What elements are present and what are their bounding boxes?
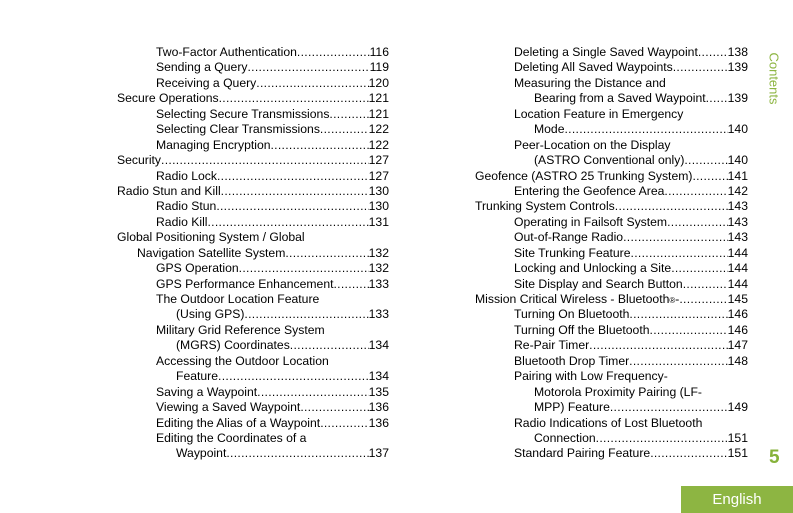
toc-entry[interactable] (117, 76, 389, 91)
dot-leader (629, 307, 727, 322)
toc-entry-title: Military Grid Reference System (156, 322, 325, 337)
toc-page-number: 134 (368, 369, 389, 384)
toc-entry-title: Turning Off the Bluetooth (514, 322, 650, 337)
dot-leader (334, 277, 369, 292)
dot-leader (631, 246, 728, 261)
toc-entry-suffix: - (675, 292, 680, 306)
toc-entry-title: Operating in Failsoft System (514, 214, 668, 229)
dot-leader (216, 199, 368, 214)
toc-page-number: 151 (727, 446, 748, 461)
toc-entry-title: Radio Stun (156, 199, 217, 214)
toc-entry-title: (ASTRO Conventional only) (534, 153, 685, 168)
toc-page-number: 133 (368, 307, 389, 322)
toc-entry-title: (MGRS) Coordinates (176, 338, 290, 353)
dot-leader (256, 76, 368, 91)
dot-leader (207, 215, 368, 230)
toc-entry-title: Feature (176, 369, 219, 384)
toc-entry[interactable] (475, 416, 748, 447)
toc-entry-title: Saving a Waypoint (156, 384, 258, 399)
toc-page-number: 127 (368, 153, 389, 168)
toc-column-left (117, 45, 389, 462)
dot-leader (271, 138, 369, 153)
toc-page-number: 143 (727, 214, 748, 229)
dot-leader (320, 122, 369, 137)
dot-leader (161, 153, 369, 168)
dot-leader (217, 169, 369, 184)
toc-entry-title: Trunking System Controls (475, 199, 615, 214)
toc-page-number: 138 (727, 45, 748, 59)
dot-leader (239, 261, 369, 276)
toc-entry-title: Global Positioning System / Global (117, 230, 305, 245)
toc-entry[interactable] (475, 169, 748, 184)
dot-leader (285, 246, 368, 261)
toc-entry-title: Receiving a Query (156, 75, 257, 90)
toc-entry[interactable] (117, 215, 389, 230)
toc-entry-title: GPS Operation (156, 261, 239, 276)
toc-entry[interactable] (117, 431, 389, 462)
toc-entry-title: Managing Encryption (156, 137, 271, 152)
toc-entry[interactable] (475, 307, 748, 322)
toc-page-number: 148 (727, 353, 748, 368)
toc-entry-title: MPP) Feature (534, 400, 610, 415)
toc-entry-title: Bluetooth Drop Timer (514, 353, 630, 368)
toc-entry[interactable] (117, 45, 389, 60)
dot-leader (596, 431, 728, 446)
toc-entry-title: Measuring the Distance and (514, 75, 666, 90)
toc-entry-title: Entering the Geofence Area (514, 183, 665, 198)
toc-entry-title: Turning On Bluetooth (514, 307, 630, 322)
toc-page-number: 144 (727, 276, 748, 291)
toc-page-number: 142 (727, 183, 748, 198)
dot-leader (615, 199, 728, 214)
toc-entry-title: Connection (534, 430, 596, 445)
toc-entry[interactable] (475, 277, 748, 292)
toc-entry-title: Accessing the Outdoor Location (156, 353, 329, 368)
toc-entry[interactable] (117, 277, 389, 292)
dot-leader (679, 292, 727, 307)
language-tab[interactable]: English (681, 486, 793, 513)
toc-entry-title: Deleting a Single Saved Waypoint (514, 45, 698, 59)
toc-page-number: 135 (368, 384, 389, 399)
toc-entry-title: Location Feature in Emergency (514, 106, 684, 121)
dot-leader (692, 169, 727, 184)
toc-entry-title: Security (117, 153, 162, 168)
toc-entry-title: Mission Critical Wireless - Bluetooth (475, 292, 670, 306)
toc-page-number: 132 (368, 261, 389, 276)
toc-page-number: 136 (368, 400, 389, 415)
toc-entry-title: Standard Pairing Feature (514, 446, 651, 461)
dot-leader (650, 446, 727, 461)
toc-page-number: 139 (727, 60, 748, 75)
toc-entry-title: Re-Pair Timer (514, 338, 590, 353)
toc-entry-title: Site Trunking Feature (514, 245, 631, 260)
toc-entry-title: Radio Lock (156, 168, 217, 183)
contents-side-tab-label: Contents (766, 51, 782, 105)
toc-column-right (475, 45, 748, 462)
toc-entry-title: Deleting All Saved Waypoints (514, 60, 673, 75)
toc-entry-title: Out-of-Range Radio (514, 230, 624, 245)
toc-page-number: 127 (368, 168, 389, 183)
toc-page-number: 120 (368, 75, 389, 90)
toc-entry[interactable] (117, 261, 389, 276)
toc-entry-title: GPS Performance Enhancement (156, 276, 334, 291)
dot-leader (257, 385, 368, 400)
toc-page-number: 130 (368, 199, 389, 214)
toc-entry[interactable] (117, 385, 389, 400)
toc-entry-title: Selecting Secure Transmissions (156, 106, 330, 121)
toc-entry-title: Navigation Satellite System (137, 245, 286, 260)
toc-page-number: 132 (368, 245, 389, 260)
dot-leader (650, 323, 728, 338)
toc-page-number: 146 (727, 307, 748, 322)
toc-entry-title: Motorola Proximity Pairing (LF- (534, 384, 702, 399)
toc-page-number: 143 (727, 230, 748, 245)
toc-page-number: 141 (727, 168, 748, 183)
toc-entry-title: Radio Stun and Kill (117, 183, 221, 198)
dot-leader (671, 261, 727, 276)
toc-entry[interactable] (117, 107, 389, 122)
toc-entry-title: Waypoint (176, 446, 227, 461)
toc-page-number: 116 (369, 45, 389, 59)
dot-leader (219, 91, 369, 106)
toc-page-number: 140 (727, 153, 748, 168)
toc-entry[interactable] (117, 153, 389, 168)
toc-entry[interactable] (475, 215, 748, 230)
toc-entry-title: Locking and Unlocking a Site (514, 261, 672, 276)
toc-entry-title: Radio Kill (156, 214, 208, 229)
toc-entry-title: Editing the Coordinates of a (156, 430, 307, 445)
dot-leader (221, 184, 369, 199)
toc-entry[interactable] (117, 91, 389, 106)
dot-leader (589, 338, 727, 353)
dot-leader (684, 153, 727, 168)
toc-entry[interactable] (475, 323, 748, 338)
toc-entry-title: Bearing from a Saved Waypoint (534, 91, 706, 106)
toc-entry[interactable] (117, 169, 389, 184)
dot-leader (247, 60, 369, 75)
page-number: 5 (769, 447, 780, 468)
toc-entry[interactable] (475, 246, 748, 261)
toc-entry[interactable] (117, 416, 389, 431)
toc-entry-title: Site Display and Search Button (514, 276, 683, 291)
toc-entry-title: Editing the Alias of a Waypoint (156, 415, 321, 430)
dot-leader (329, 107, 368, 122)
toc-entry[interactable] (475, 107, 748, 138)
toc-page-number: 121 (368, 106, 389, 121)
toc-entry[interactable] (117, 323, 389, 354)
toc-entry-title: Secure Operations (117, 91, 219, 106)
toc-page-number: 151 (727, 430, 748, 445)
dot-leader (683, 277, 728, 292)
toc-entry-title: Peer-Location on the Display (514, 137, 671, 152)
toc-page-number: 130 (368, 183, 389, 198)
dot-leader (673, 60, 728, 75)
dot-leader (290, 338, 369, 353)
toc-page-number: 144 (727, 261, 748, 276)
toc-page-number: 119 (369, 60, 389, 75)
toc-page-number: 147 (727, 338, 748, 353)
toc-page-number: 137 (368, 446, 389, 461)
dot-leader (667, 215, 728, 230)
dot-leader (629, 354, 728, 369)
dot-leader (664, 184, 727, 199)
toc-page-number: 122 (368, 122, 389, 137)
toc-entry[interactable] (117, 292, 389, 323)
dot-leader (320, 416, 368, 431)
contents-side-tab[interactable] (762, 48, 786, 108)
toc-entry-title: Mode (534, 122, 565, 137)
toc-entry-title: Selecting Clear Transmissions (156, 122, 320, 137)
toc-page-number: 140 (727, 122, 748, 137)
dot-leader (565, 122, 728, 137)
toc-entry[interactable] (117, 138, 389, 153)
toc-page-number: 122 (368, 137, 389, 152)
toc-entry[interactable] (117, 354, 389, 385)
toc-entry[interactable] (117, 230, 389, 261)
dot-leader (226, 446, 368, 461)
toc-entry[interactable] (117, 400, 389, 415)
toc-page-number: 144 (727, 245, 748, 260)
toc-entry[interactable] (117, 184, 389, 199)
toc-entry[interactable] (475, 338, 748, 353)
toc-entry[interactable] (475, 354, 748, 369)
toc-entry[interactable] (475, 45, 748, 60)
toc-page-number: 133 (368, 276, 389, 291)
toc-entry-title: Sending a Query (156, 60, 248, 75)
toc-entry[interactable]: Mission Critical Wireless - Bluetooth ® - ..... 145 (475, 292, 748, 307)
toc-entry[interactable] (475, 230, 748, 245)
toc-entry[interactable] (475, 138, 748, 169)
dot-leader (706, 91, 728, 106)
toc-entry[interactable] (475, 446, 748, 461)
dot-leader (218, 369, 369, 384)
toc-page-number: 149 (727, 400, 748, 415)
toc-entry[interactable] (475, 369, 748, 415)
toc-entry[interactable] (117, 60, 389, 75)
toc-page-number: 121 (368, 91, 389, 106)
toc-entry-title: Radio Indications of Lost Bluetooth (514, 415, 703, 430)
dot-leader (698, 45, 728, 60)
toc-page-number: 134 (368, 338, 389, 353)
toc-page-number: 139 (727, 91, 748, 106)
toc-entry-title: (Using GPS) (176, 307, 245, 322)
toc-entry-title: Two-Factor Authentication (156, 45, 297, 59)
toc-page-number: 143 (727, 199, 748, 214)
toc-page-number: 131 (368, 214, 389, 229)
toc-page-number: 145 (727, 292, 748, 306)
toc-entry-title: Viewing a Saved Waypoint (156, 400, 301, 415)
dot-leader (610, 400, 728, 415)
toc-entry[interactable] (475, 199, 748, 214)
toc-entry[interactable] (475, 184, 748, 199)
dot-leader (297, 45, 370, 60)
toc-page-number: 136 (368, 415, 389, 430)
toc-entry[interactable] (117, 122, 389, 137)
toc-entry-title: Pairing with Low Frequency- (514, 369, 668, 384)
toc-page-number: 146 (727, 322, 748, 337)
dot-leader (244, 307, 368, 322)
toc-entry-title: Geofence (ASTRO 25 Trunking System) (475, 168, 693, 183)
toc-entry[interactable] (475, 60, 748, 75)
toc-entry-title: The Outdoor Location Feature (156, 292, 320, 306)
toc-entry[interactable] (117, 199, 389, 214)
toc-entry[interactable] (475, 261, 748, 276)
toc-entry[interactable] (475, 76, 748, 107)
dot-leader (623, 230, 728, 245)
dot-leader (300, 400, 368, 415)
